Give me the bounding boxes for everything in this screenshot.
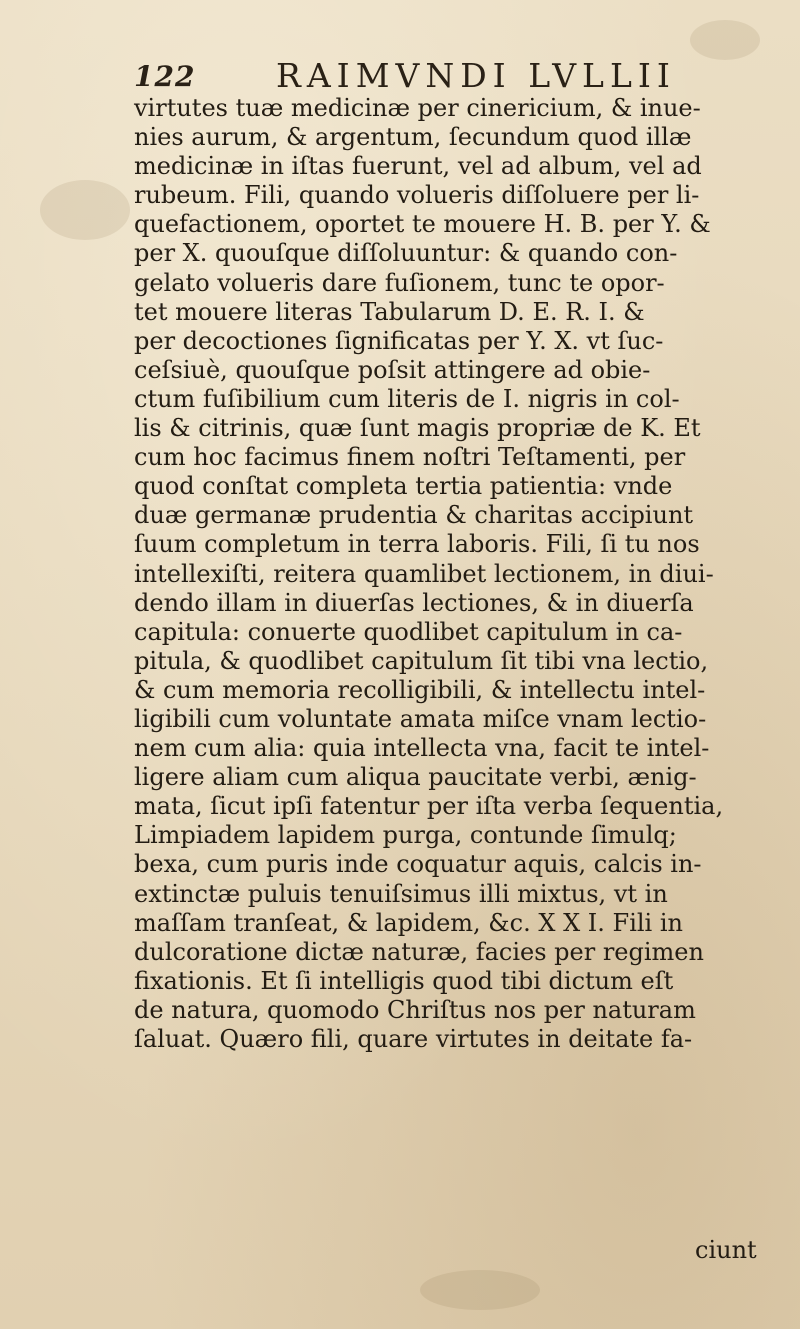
body-text bbox=[134, 94, 774, 1054]
text-line: extinctæ puluis tenuiſsimus illi mixtus, vt in bbox=[134, 879, 668, 908]
text-line: pitula, & quodlibet capitulum ſit tibi vna lectio, bbox=[134, 646, 709, 675]
text-line: ligere aliam cum aliqua paucitate verbi, ænig- bbox=[134, 763, 697, 792]
text-line: dendo illam in diuerſas lectiones, & in diuerſa bbox=[134, 588, 694, 617]
text-line: ſuum completum in terra laboris. Fili, ſi tu nos bbox=[134, 530, 700, 559]
paper-stain bbox=[420, 1270, 540, 1310]
text-line: virtutes tuæ medicinæ per cinericium, & inue- bbox=[134, 94, 701, 122]
text-line: quod conſtat completa tertia patientia: vnde bbox=[134, 472, 673, 501]
text-line: dulcoratione dictæ naturæ, facies per regimen bbox=[134, 937, 704, 966]
text-line: ctum fuſibilium cum literis de I. nigris in col- bbox=[134, 384, 680, 413]
text-line: mata, ſicut ipſi fatentur per iſta verba ſequentia, bbox=[134, 792, 724, 821]
text-line: & cum memoria recolligibili, & intellectu intel- bbox=[134, 675, 706, 704]
text-line: gelato volueris dare fuſionem, tunc te opor- bbox=[134, 268, 665, 297]
text-line: quefactionem, oportet te mouere H. B. per Y. & bbox=[134, 210, 711, 239]
text-line: fixationis. Et ſi intelligis quod tibi dictum eſt bbox=[134, 966, 674, 995]
text-line: Limpiadem lapidem purga, contunde ſimulq; bbox=[134, 821, 677, 850]
text-line: de natura, quomodo Chriſtus nos per naturam bbox=[134, 995, 696, 1024]
text-line: ligibili cum voluntate amata miſce vnam lectio- bbox=[134, 704, 707, 733]
page-number: 122 bbox=[134, 60, 196, 93]
text-line: rubeum. Fili, quando volueris diſſoluere per li- bbox=[134, 181, 700, 210]
text-line: bexa, cum puris inde coquatur aquis, calcis in- bbox=[134, 850, 702, 879]
text-line: duæ germanæ prudentia & charitas accipiunt bbox=[134, 501, 694, 530]
page-header bbox=[134, 56, 764, 96]
text-line: cum hoc facimus finem noſtri Teſtamenti, per bbox=[134, 443, 686, 472]
text-line: capitula: conuerte quodlibet capitulum in ca- bbox=[134, 617, 683, 646]
text-line: ſaluat. Quæro fili, quare virtutes in deitate fa- bbox=[134, 1025, 693, 1053]
catchword: ciunt bbox=[695, 1236, 757, 1264]
text-line: nem cum alia: quia intellecta vna, facit te intel- bbox=[134, 734, 710, 763]
paper-stain bbox=[40, 180, 130, 240]
paper-stain bbox=[690, 20, 760, 60]
text-line: intellexiſti, reitera quamlibet lectionem, in diui- bbox=[134, 559, 714, 588]
text-line: tet mouere literas Tabularum D. E. R. I. & bbox=[134, 297, 645, 326]
text-line: per decoctiones ſignificatas per Y. X. vt ſuc- bbox=[134, 326, 664, 355]
text-line: medicinæ in iſtas fuerunt, vel ad album, vel ad bbox=[134, 152, 702, 181]
text-line: lis & citrinis, quæ ſunt magis propriæ de K. Et bbox=[134, 414, 701, 443]
text-line: ceſsiuè, quouſque poſsit attingere ad obie- bbox=[134, 355, 651, 384]
text-line: per X. quouſque diſſoluuntur: & quando con- bbox=[134, 239, 678, 268]
running-head: RAIMVNDI LVLLII bbox=[276, 56, 676, 95]
text-line: maſſam tranſeat, & lapidem, &c. X X I. Fili in bbox=[134, 908, 683, 937]
text-line: nies aurum, & argentum, ſecundum quod illæ bbox=[134, 123, 692, 152]
